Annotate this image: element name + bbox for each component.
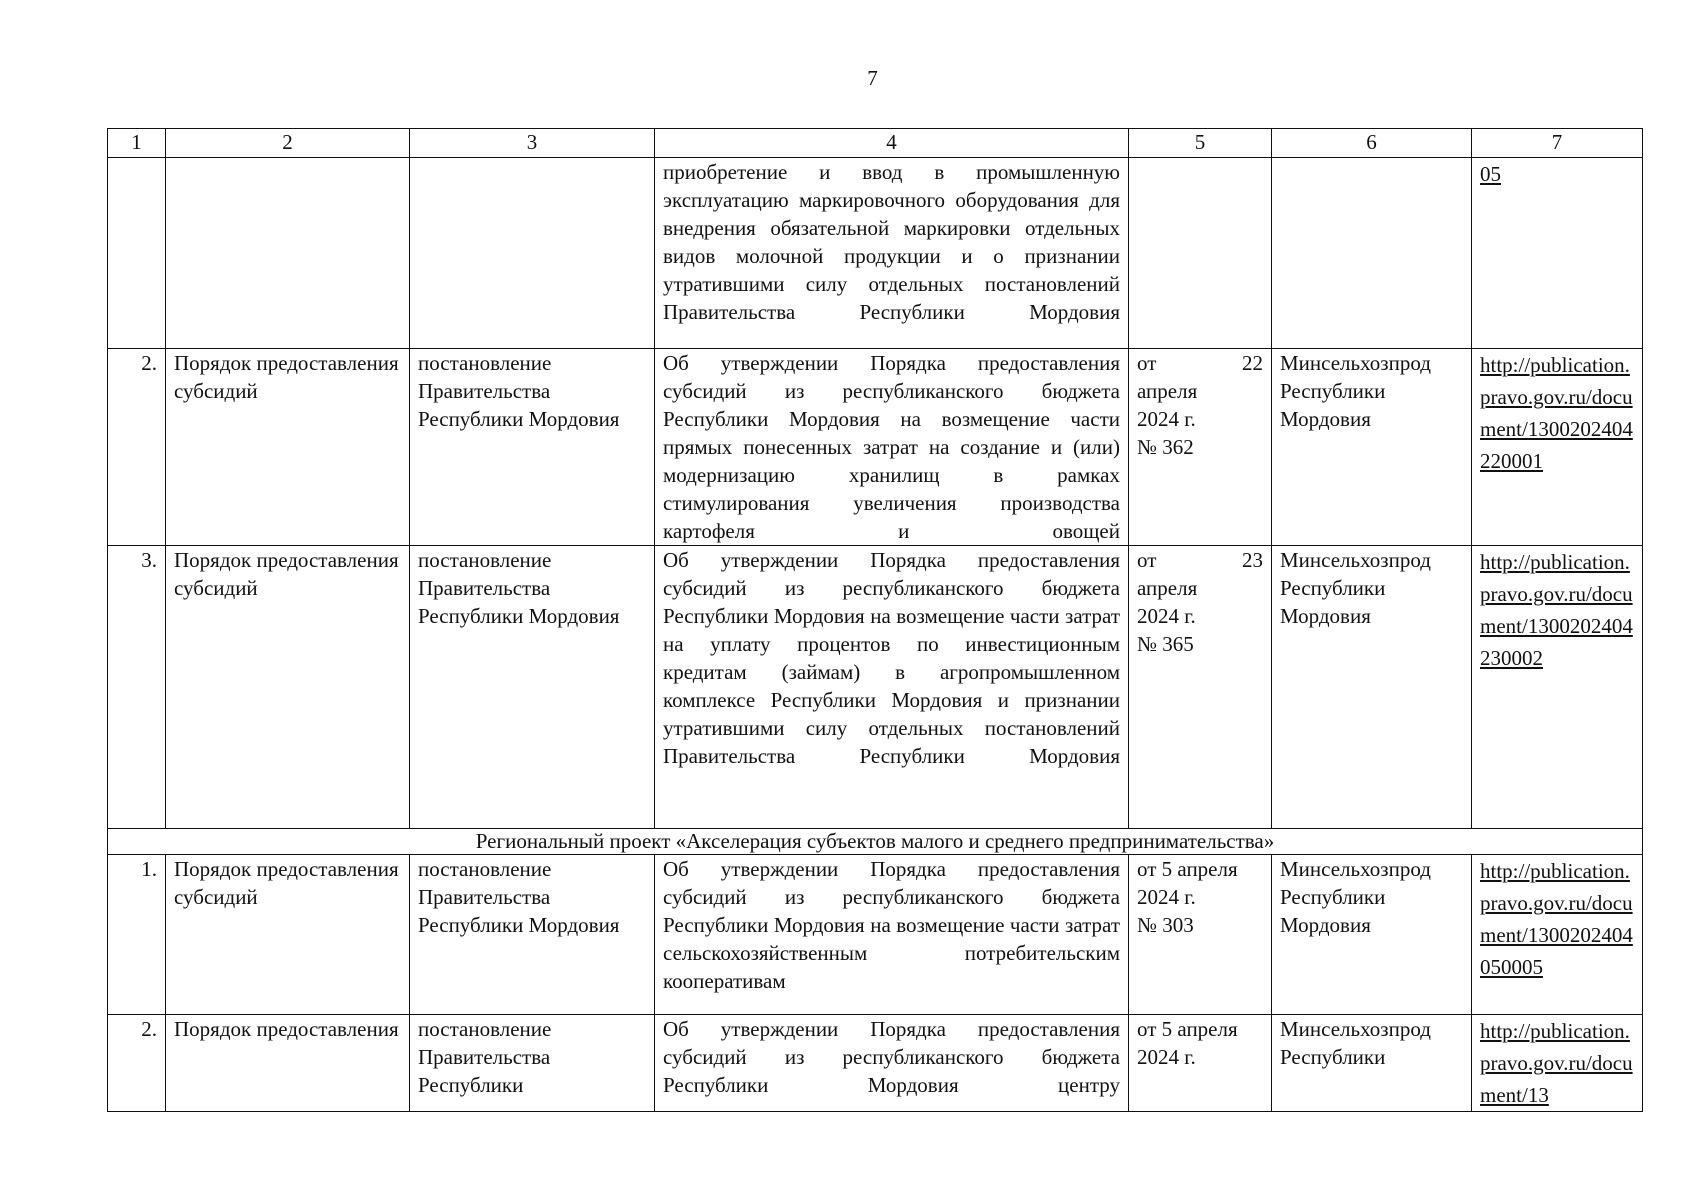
table-row bbox=[108, 546, 1643, 829]
act-description: Об утверждении Порядка предоставления субсидий из республиканского бюджета Республики Мордовия на возмещение части затрат сельскохозяйственным потребительским кооперативам bbox=[655, 855, 1129, 1015]
date-line: апреля bbox=[1137, 576, 1198, 600]
documents-table bbox=[107, 128, 1643, 1112]
column-header: 3 bbox=[410, 129, 655, 158]
act-kind: Порядок предоставления субсидий bbox=[166, 349, 410, 546]
agency: Минсельхозпрод Республики Мордовия bbox=[1272, 546, 1472, 829]
row-number: 2. bbox=[108, 349, 166, 546]
agency: Минсельхозпрод Республики Мордовия bbox=[1272, 855, 1472, 1015]
document-link[interactable]: http://publication.pravo.gov.ru/document/1300202404220001 bbox=[1480, 353, 1633, 473]
act-type: постановление Правительства Республики Мордовия bbox=[410, 546, 655, 829]
document-link[interactable]: 05 bbox=[1480, 162, 1501, 186]
date-line: от 22 bbox=[1137, 351, 1263, 375]
act-description: приобретение и ввод в промышленную эксплуатацию маркировочного оборудования для внедрения обязательной маркировки отдельных видов молочной продукции и о признании утратившими силу отдельных постановлений Правительства Республики Мордовия bbox=[655, 158, 1129, 349]
section-title: Региональный проект «Акселерация субъектов малого и среднего предпринимательства» bbox=[108, 829, 1643, 855]
column-header: 2 bbox=[166, 129, 410, 158]
table-header-row bbox=[108, 129, 1643, 158]
act-description: Об утверждении Порядка предоставления субсидий из республиканского бюджета Республики Мордовия на возмещение части затрат на уплату процентов по инвестиционным кредитам (займам) в агропромышленном комплексе Республики Мордовия и признании утратившими силу отдельных постановлений Правительства Республики Мордовия bbox=[655, 546, 1129, 829]
act-type: постановление Правительства Республики Мордовия bbox=[410, 855, 655, 1015]
column-header: 4 bbox=[655, 129, 1129, 158]
date-line: 2024 г. bbox=[1137, 604, 1196, 628]
act-kind: Порядок предоставления bbox=[166, 1015, 410, 1112]
agency: Минсельхозпрод Республики Мордовия bbox=[1272, 349, 1472, 546]
table-row bbox=[108, 1015, 1643, 1112]
act-date bbox=[1129, 349, 1272, 546]
act-description: Об утверждении Порядка предоставления субсидий из республиканского бюджета Республики Мордовия центру bbox=[655, 1015, 1129, 1112]
act-kind: Порядок предоставления субсидий bbox=[166, 546, 410, 829]
row-number: 1. bbox=[108, 855, 166, 1015]
date-line: № 362 bbox=[1137, 435, 1194, 459]
document-link[interactable]: http://publication.pravo.gov.ru/document/1300202404230002 bbox=[1480, 550, 1633, 670]
date-line: 2024 г. bbox=[1137, 885, 1196, 909]
act-date bbox=[1129, 855, 1272, 1015]
row-number: 2. bbox=[108, 1015, 166, 1112]
column-header: 5 bbox=[1129, 129, 1272, 158]
document-link[interactable]: http://publication.pravo.gov.ru/document/1300202404050005 bbox=[1480, 859, 1633, 979]
table-row bbox=[108, 855, 1643, 1015]
act-description: Об утверждении Порядка предоставления субсидий из республиканского бюджета Республики Мордовия на возмещение части прямых понесенных затрат на создание и (или) модернизацию хранилищ в рамках стимулирования увеличения производства картофеля и овощей bbox=[655, 349, 1129, 546]
act-type: постановление Правительства Республики bbox=[410, 1015, 655, 1112]
date-line: от 5 апреля bbox=[1137, 1017, 1238, 1041]
page-number: 7 bbox=[867, 66, 878, 90]
section-row bbox=[108, 829, 1643, 855]
act-date bbox=[1129, 546, 1272, 829]
date-line: 2024 г. bbox=[1137, 407, 1196, 431]
date-line: апреля bbox=[1137, 379, 1198, 403]
date-line: № 303 bbox=[1137, 913, 1194, 937]
table-row bbox=[108, 158, 1643, 349]
agency: Минсельхозпрод Республики bbox=[1272, 1015, 1472, 1112]
act-date bbox=[1129, 1015, 1272, 1112]
column-header: 1 bbox=[108, 129, 166, 158]
table-row bbox=[108, 349, 1643, 546]
date-line: № 365 bbox=[1137, 632, 1194, 656]
date-line: от 23 bbox=[1137, 548, 1263, 572]
row-number: 3. bbox=[108, 546, 166, 829]
column-header: 6 bbox=[1272, 129, 1472, 158]
date-line: 2024 г. bbox=[1137, 1045, 1196, 1069]
act-kind: Порядок предоставления субсидий bbox=[166, 855, 410, 1015]
document-link[interactable]: http://publication.pravo.gov.ru/document/13 bbox=[1480, 1019, 1633, 1107]
act-type: постановление Правительства Республики Мордовия bbox=[410, 349, 655, 546]
date-line: от 5 апреля bbox=[1137, 857, 1238, 881]
column-header: 7 bbox=[1472, 129, 1643, 158]
